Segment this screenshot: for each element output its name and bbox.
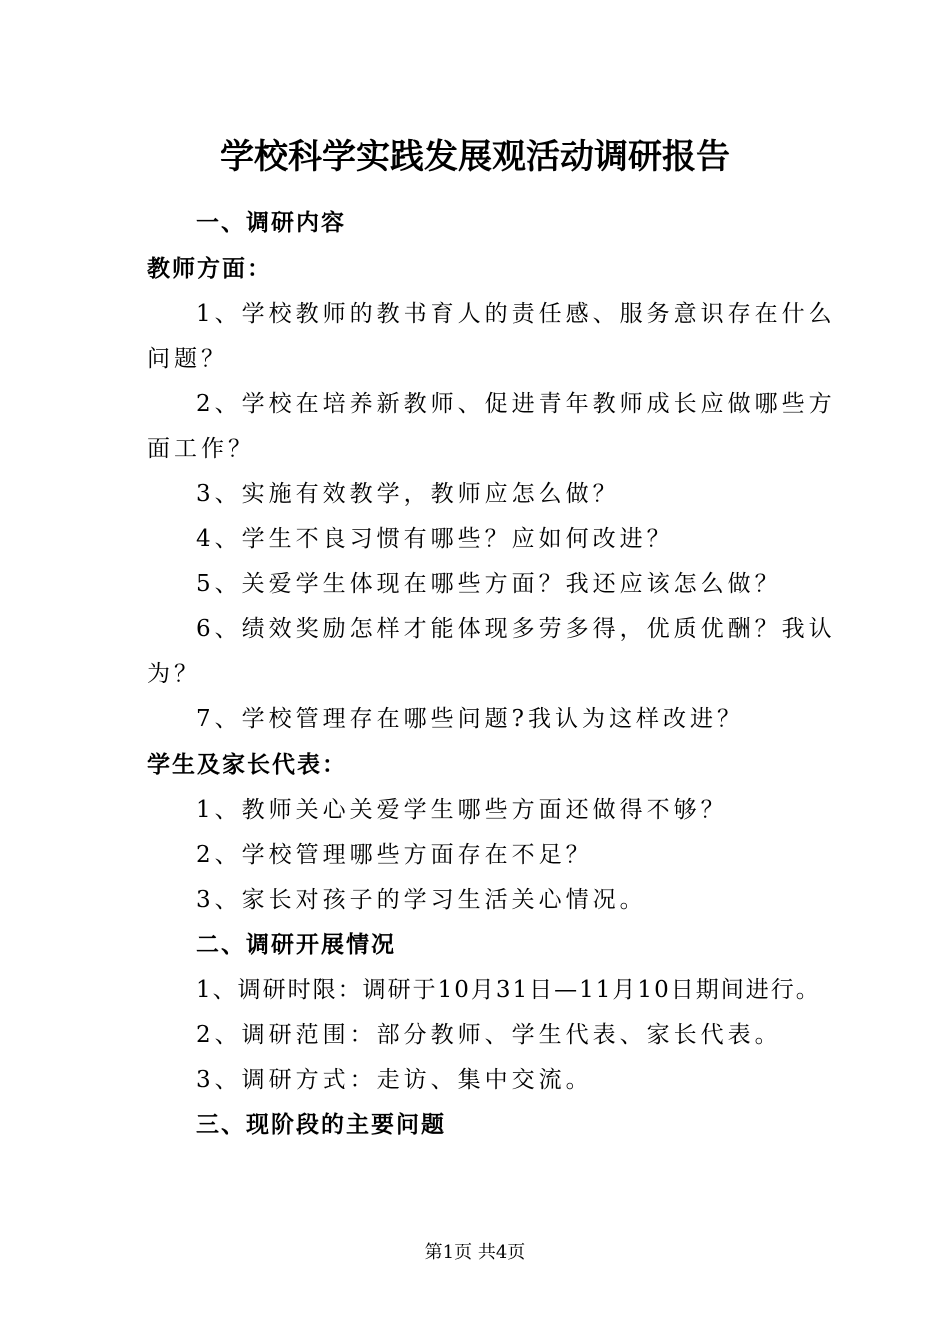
teacher-question-4: 4、学生不良习惯有哪些？应如何改进？ <box>196 526 674 552</box>
teacher-question-5: 5、关爱学生体现在哪些方面？我还应该怎么做？ <box>196 571 782 597</box>
student-question-3: 3、家长对孩子的学习生活关心情况。 <box>196 887 647 913</box>
student-question-2: 2、学校管理哪些方面存在不足？ <box>196 842 593 868</box>
teacher-question-1-line-2: 问题？ <box>147 346 228 372</box>
teacher-question-6-line-1: 6、绩效奖励怎样才能体现多劳多得，优质优酬？我认 <box>196 616 836 642</box>
teacher-question-1-line-1: 1、学校教师的教书育人的责任感、服务意识存在什么 <box>196 301 836 327</box>
teacher-question-6-line-2: 为？ <box>147 661 201 687</box>
section-3-heading: 三、现阶段的主要问题 <box>196 1111 446 1138</box>
section-2-heading: 二、调研开展情况 <box>196 931 396 958</box>
teacher-question-7: 7、学校管理存在哪些问题?我认为这样改进？ <box>196 706 744 732</box>
students-parents-label: 学生及家长代表： <box>147 751 347 778</box>
teachers-label: 教师方面： <box>147 255 272 282</box>
teacher-question-2-line-2: 面工作？ <box>147 436 255 462</box>
section-2-item-2: 2、调研范围：部分教师、学生代表、家长代表。 <box>196 1022 782 1048</box>
teacher-question-2-line-1: 2、学校在培养新教师、促进青年教师成长应做哪些方 <box>196 391 836 417</box>
section-2-item-1: 1、调研时限：调研于10月31日—11月10日期间进行。 <box>196 977 821 1003</box>
section-1-heading: 一、调研内容 <box>196 209 346 236</box>
teacher-question-3: 3、实施有效教学，教师应怎么做？ <box>196 481 620 507</box>
section-2-item-3: 3、调研方式：走访、集中交流。 <box>196 1067 593 1093</box>
page-number-footer: 第1页 共4页 <box>424 1242 526 1263</box>
student-question-1: 1、教师关心关爱学生哪些方面还做得不够？ <box>196 797 728 823</box>
document-title: 学校科学实践发展观活动调研报告 <box>220 137 730 177</box>
